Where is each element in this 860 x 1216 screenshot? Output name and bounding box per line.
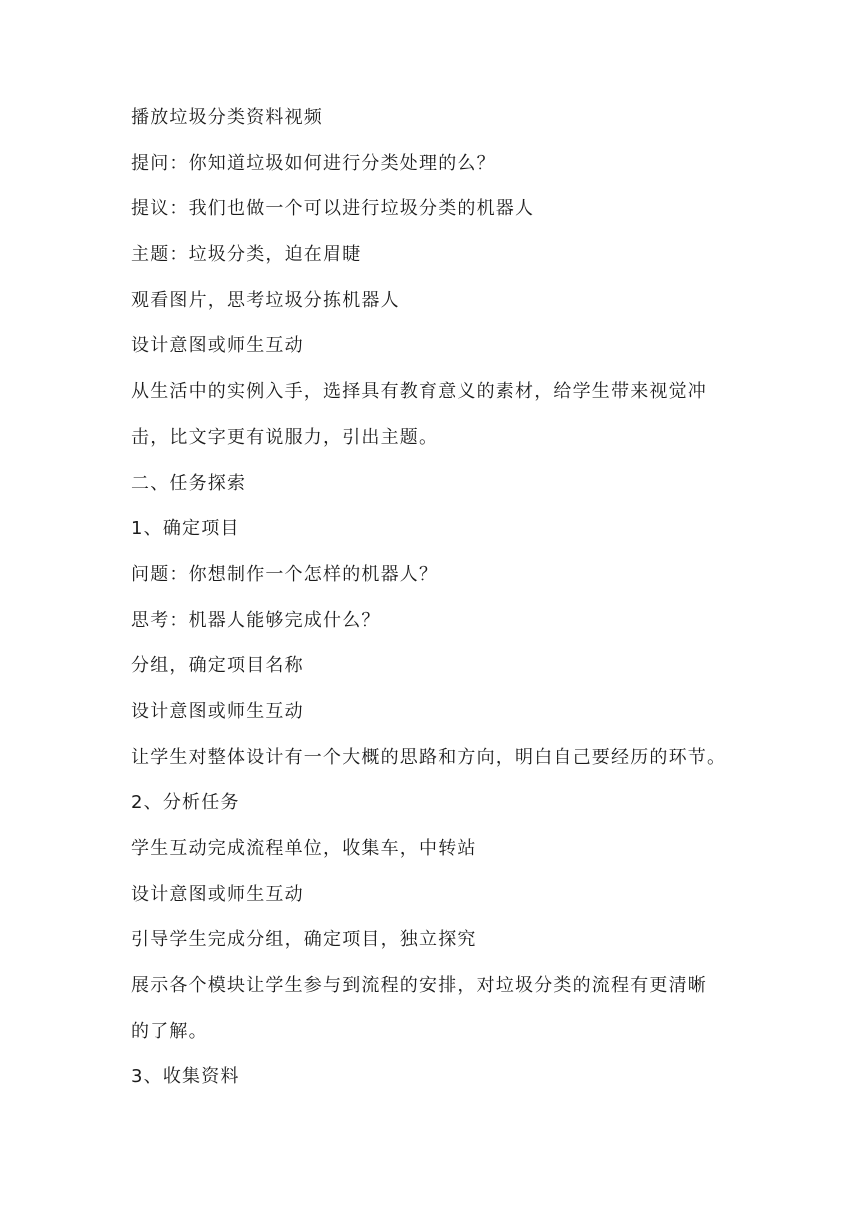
text-line: 分组，确定项目名称 bbox=[131, 655, 304, 677]
text-line: 引导学生完成分组，确定项目，独立探究 bbox=[131, 929, 477, 951]
section-label: 设计意图或师生互动 bbox=[131, 700, 304, 722]
section-heading: 二、任务探索 bbox=[131, 472, 247, 494]
subsection-heading: 3、收集资料 bbox=[131, 1066, 240, 1088]
document-body bbox=[131, 108, 761, 1113]
subsection-heading: 2、分析任务 bbox=[131, 792, 240, 814]
paragraph-line: 击，比文字更有说服力，引出主题。 bbox=[131, 426, 439, 448]
text-line: 主题：垃圾分类，迫在眉睫 bbox=[131, 244, 362, 266]
text-line: 提问：你知道垃圾如何进行分类处理的么？ bbox=[131, 152, 496, 174]
text-line: 提议：我们也做一个可以进行垃圾分类的机器人 bbox=[131, 198, 535, 220]
section-label: 设计意图或师生互动 bbox=[131, 883, 304, 905]
paragraph-line: 展示各个模块让学生参与到流程的安排，对垃圾分类的流程有更清晰 bbox=[131, 975, 707, 997]
text-line: 学生互动完成流程单位，收集车，中转站 bbox=[131, 838, 477, 859]
subsection-heading: 1、确定项目 bbox=[131, 518, 240, 540]
text-line: 观看图片，思考垃圾分拣机器人 bbox=[131, 289, 400, 311]
text-line: 问题：你想制作一个怎样的机器人？ bbox=[131, 563, 439, 585]
paragraph-line: 的了解。 bbox=[131, 1020, 208, 1042]
text-line: 播放垃圾分类资料视频 bbox=[131, 107, 323, 128]
paragraph-line: 从生活中的实例入手，选择具有教育意义的素材，给学生带来视觉冲 bbox=[131, 381, 707, 403]
paragraph-line: 让学生对整体设计有一个大概的思路和方向，明白自己要经历的环节。 bbox=[131, 746, 727, 768]
section-label: 设计意图或师生互动 bbox=[131, 335, 304, 357]
text-line: 思考：机器人能够完成什么？ bbox=[131, 609, 381, 631]
